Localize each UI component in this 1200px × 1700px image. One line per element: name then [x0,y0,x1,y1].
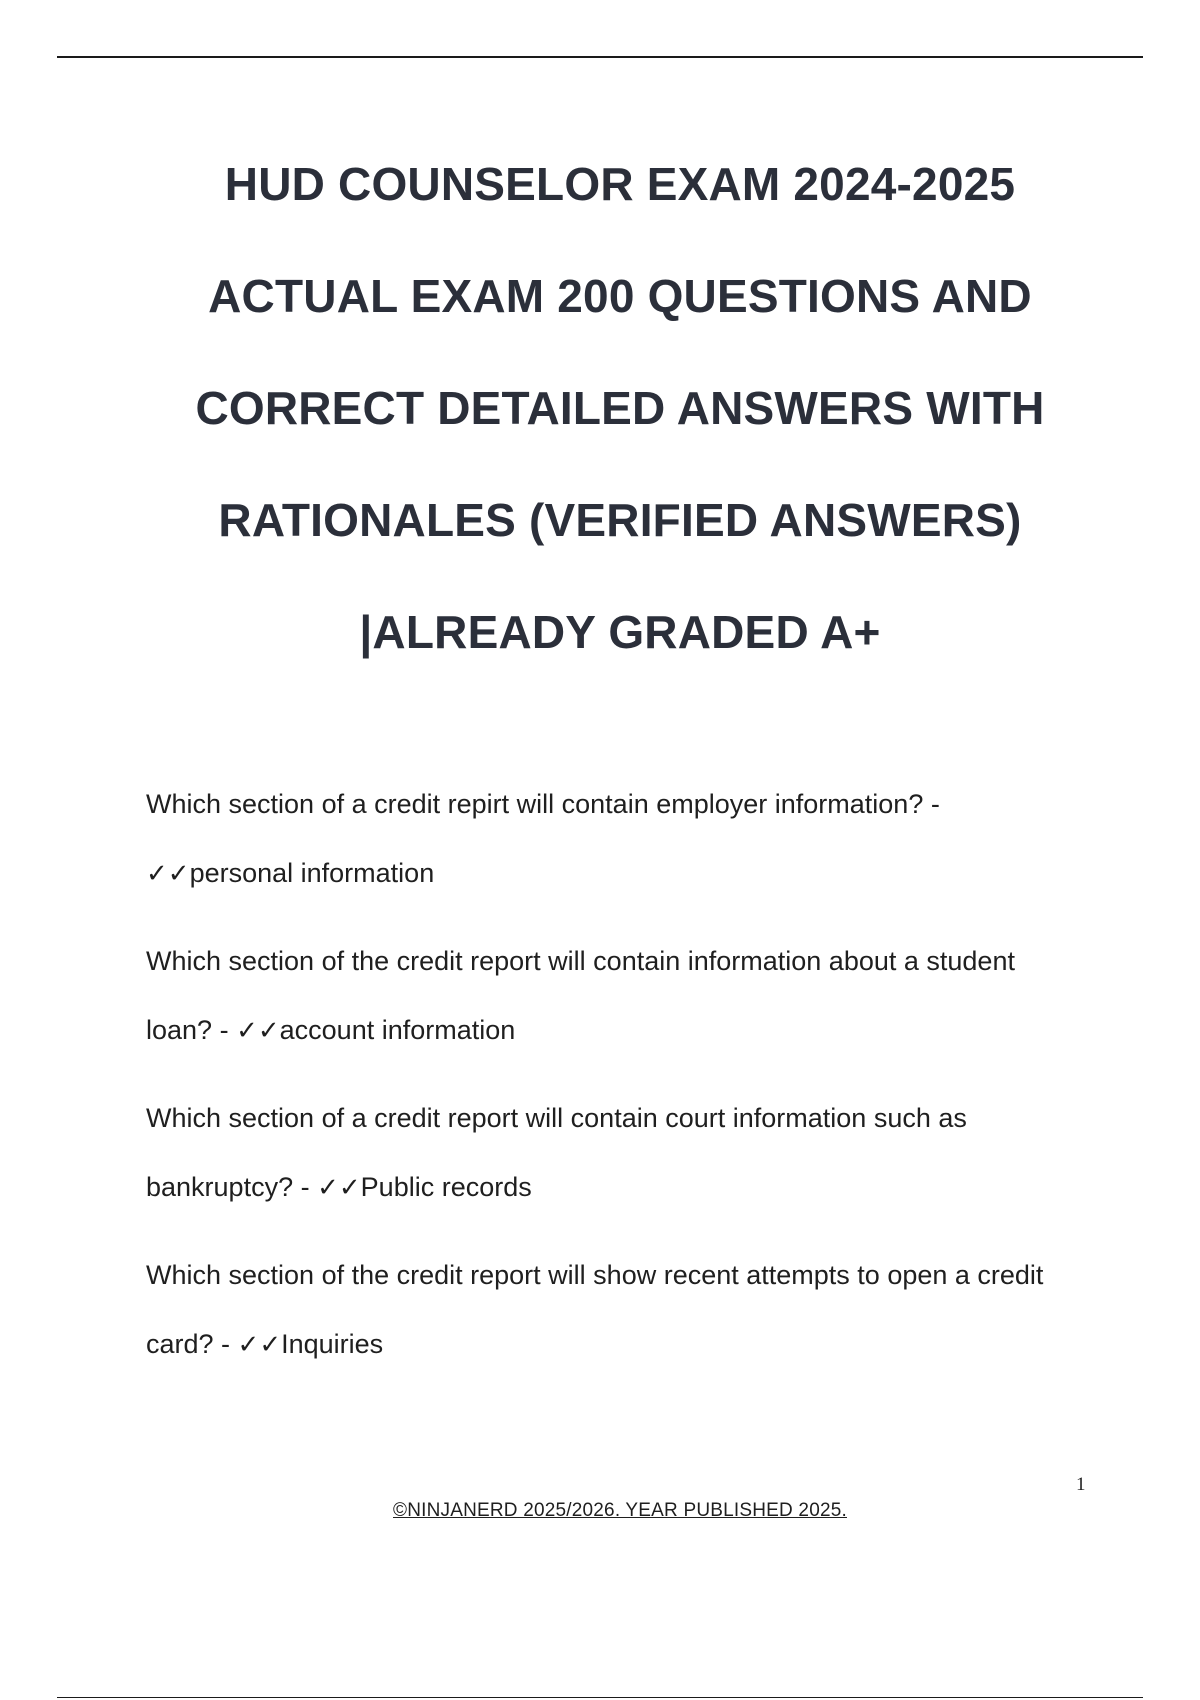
answer-line [146,839,1106,909]
answer-line [146,1153,1106,1223]
question-text-continued: loan? - [146,1015,237,1045]
question-text: Which section of a credit report will contain court information such as [146,1103,967,1133]
title-line-2: ACTUAL EXAM 200 QUESTIONS AND [208,270,1032,322]
question-text-continued: bankruptcy? - [146,1172,318,1202]
double-check-icon: ✓✓ [146,859,190,889]
title-line-5: |ALREADY GRADED A+ [359,606,881,658]
question-text: Which section of the credit report will contain information about a student [146,946,1015,976]
question-text: Which section of a credit repirt will contain employer information? - [146,789,940,819]
answer-text: Inquiries [281,1329,384,1359]
question-answer-list [146,770,1106,1398]
page-number: 1 [1076,1474,1086,1495]
answer-text: account information [279,1015,516,1045]
answer-text: personal information [189,858,435,888]
qa-item [146,927,1106,1066]
bottom-rule [57,1697,1143,1698]
copyright-footer: ©NINJANERD 2025/2026. YEAR PUBLISHED 2025. [393,1500,847,1521]
title-line-4: RATIONALES (VERIFIED ANSWERS) [218,494,1022,546]
answer-line [146,996,1106,1066]
qa-item [146,770,1106,909]
top-rule [57,56,1143,58]
answer-text: Public records [360,1172,532,1202]
question-text-continued: card? - [146,1329,238,1359]
question-text: Which section of the credit report will show recent attempts to open a credit [146,1260,1044,1290]
qa-item [146,1241,1106,1380]
qa-item [146,1084,1106,1223]
double-check-icon: ✓✓ [317,1173,361,1203]
title-line-3: CORRECT DETAILED ANSWERS WITH [195,382,1045,434]
title-line-1: HUD COUNSELOR EXAM 2024-2025 [224,158,1016,210]
document-title [90,128,1150,688]
double-check-icon: ✓✓ [237,1330,282,1360]
answer-line [146,1310,1106,1380]
double-check-icon: ✓✓ [236,1016,280,1046]
